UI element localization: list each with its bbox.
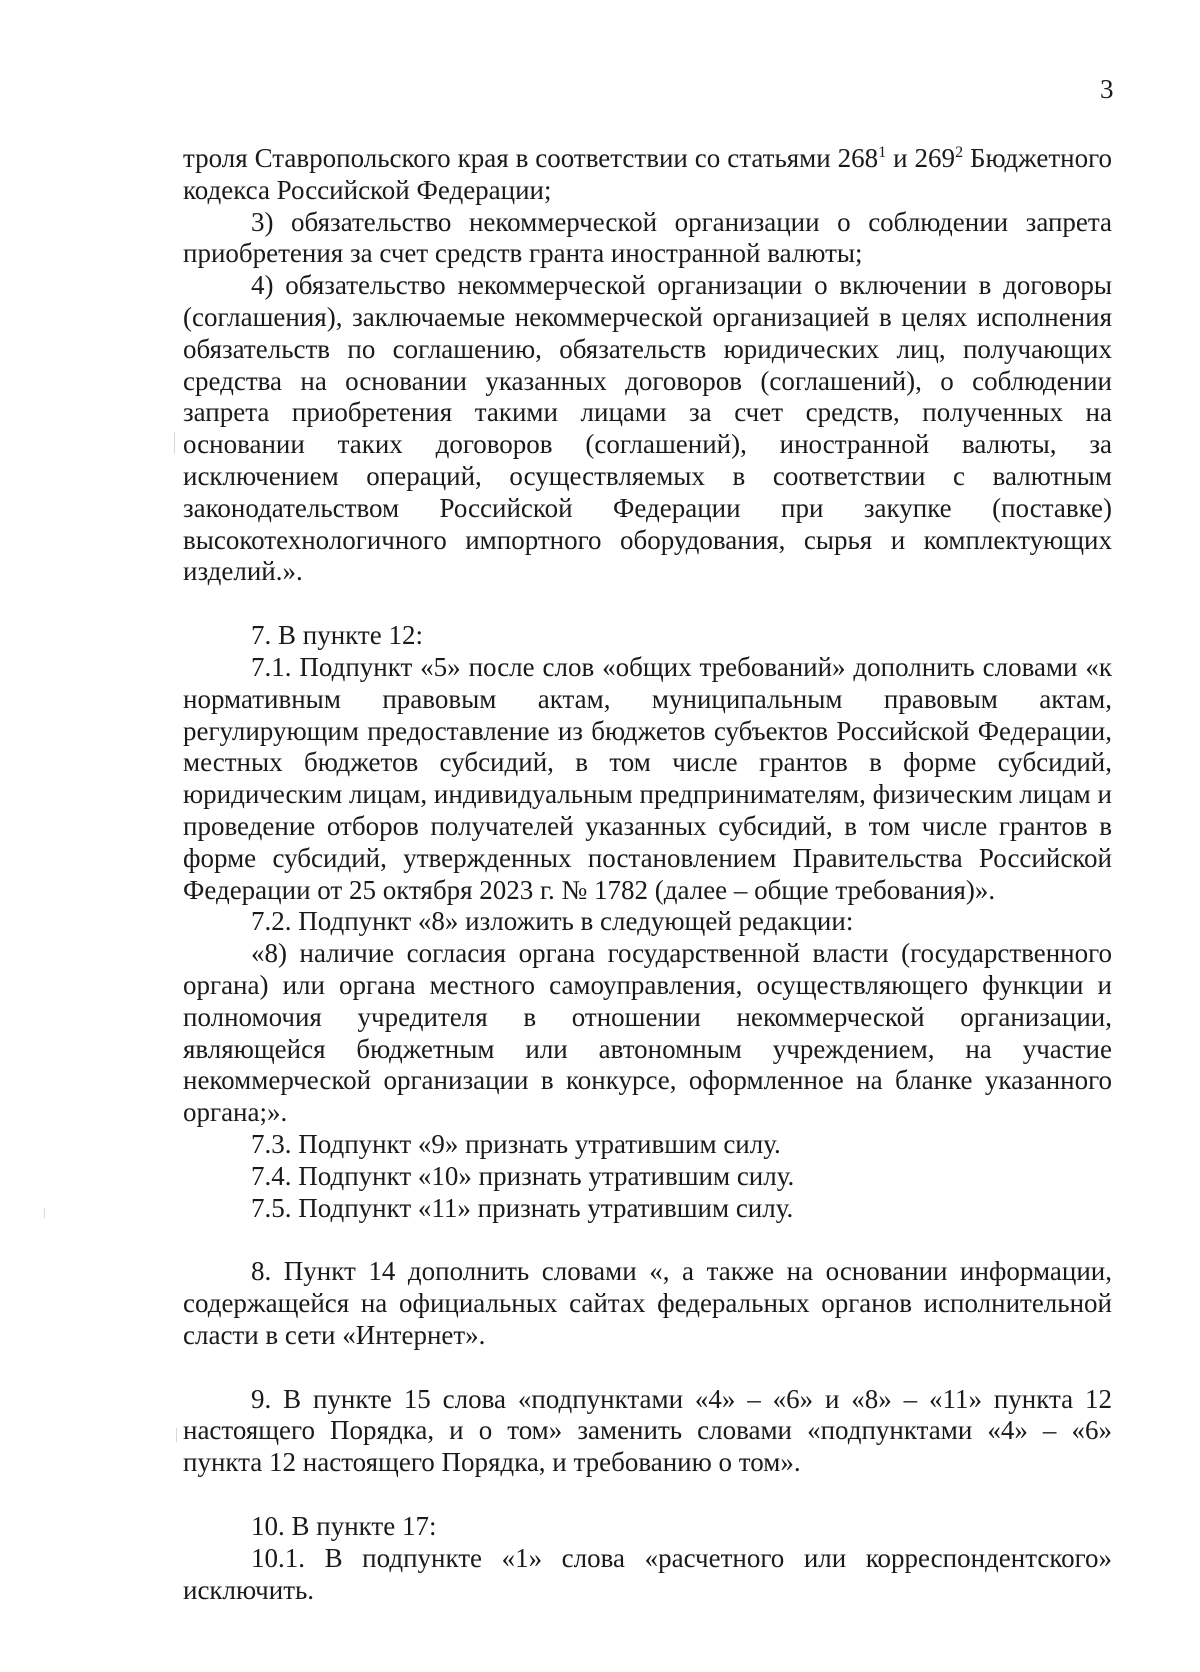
paragraph-section-10: 10. В пункте 17: (251, 1511, 437, 1542)
paragraph-section-9: 9. В пункте 15 слова «подпунктами «4» – «6» и «8» – «11» пункта 12 настоящего Порядка, и о том» заменить словами «подпунктами «4» – «6» пункта 12 настоящего Порядка, и требованию о том». (183, 1383, 1112, 1478)
paragraph-7-1: 7.1. Подпункт «5» после слов «общих требований» дополнить словами «к нормативным правовым актам, муниципальным правовым актам, регулирующим предоставление из бюджетов субъектов Российской Федерации, местных бюджетов субсидий, в том числе грантов в форме субсидий, юридическим лицам, индивидуальным предпринимателям, физическим лицам и проведение отборов получателей указанных субсидий, в том числе грантов в форме субсидий, утвержденных постановлением Правительства Российской Федерации от 25 октября 2023 г. № 1782 (далее – общие требования)». (183, 651, 1112, 905)
superscript: 2 (955, 144, 964, 161)
scan-margin-mark (44, 1208, 45, 1218)
text-fragment: Бюджетного кодекса Российской Федерации; (183, 143, 1112, 205)
paragraph-7-4: 7.4. Подпункт «10» признать утратившим силу. (251, 1160, 795, 1191)
scan-margin-mark (176, 1428, 177, 1442)
paragraph-7-5: 7.5. Подпункт «11» признать утратившим силу. (251, 1192, 794, 1223)
page-number: 3 (1100, 74, 1114, 104)
paragraph-section-8: 8. Пункт 14 дополнить словами «, а также на основании информации, содержащейся на официальных сайтах федеральных органов исполнительной сласти в сети «Интернет». (183, 1256, 1112, 1350)
paragraph-item-3: 3) обязательство некоммерческой организации о соблюдении запрета приобретения за счет средств гранта иностранной валюты; (183, 206, 1112, 269)
paragraph-7-2: 7.2. Подпункт «8» изложить в следующей редакции: (251, 906, 854, 937)
superscript: 1 (878, 144, 887, 161)
paragraph-item-4: 4) обязательство некоммерческой организации о включении в договоры (соглашения), заключаемые некоммерческой организацией в целях исполнения обязательств по соглашению, обязательств юридических лиц, получающих средства на основании указанных договоров (соглашений), о соблюдении запрета приобретения такими лицами за счет средств, полученных на основании таких договоров (соглашений), иностранной валюты, за исключением операций, осуществляемых в соответствии с валютным законодательством Российской Федерации при закупке (поставке) высокотехнологичного импортного оборудования, сырья и комплектующих изделий.». (183, 270, 1112, 587)
paragraph-10-1: 10.1. В подпункте «1» слова «расчетного или корреспондентского» исключить. (183, 1542, 1112, 1605)
paragraph-7-3: 7.3. Подпункт «9» признать утратившим силу. (251, 1128, 781, 1159)
text-fragment: и 269 (886, 143, 956, 173)
text-fragment: троля Ставропольского края в соответствии со статьями 268 (183, 143, 879, 173)
scan-margin-mark (174, 432, 175, 454)
paragraph-section-7: 7. В пункте 12: (251, 620, 423, 651)
document-body (183, 143, 1112, 1606)
paragraph-7-2-quote: «8) наличие согласия органа государственной власти (государственного органа) или органа местного самоуправления, осуществляющего функции и полномочия учредителя в отношении некоммерческой организации, являющейся бюджетным или автономным учреждением, на участие некоммерческой организации в конкурсе, оформленное на бланке указанного органа;». (183, 938, 1112, 1128)
paragraph-continuation (183, 143, 1112, 207)
